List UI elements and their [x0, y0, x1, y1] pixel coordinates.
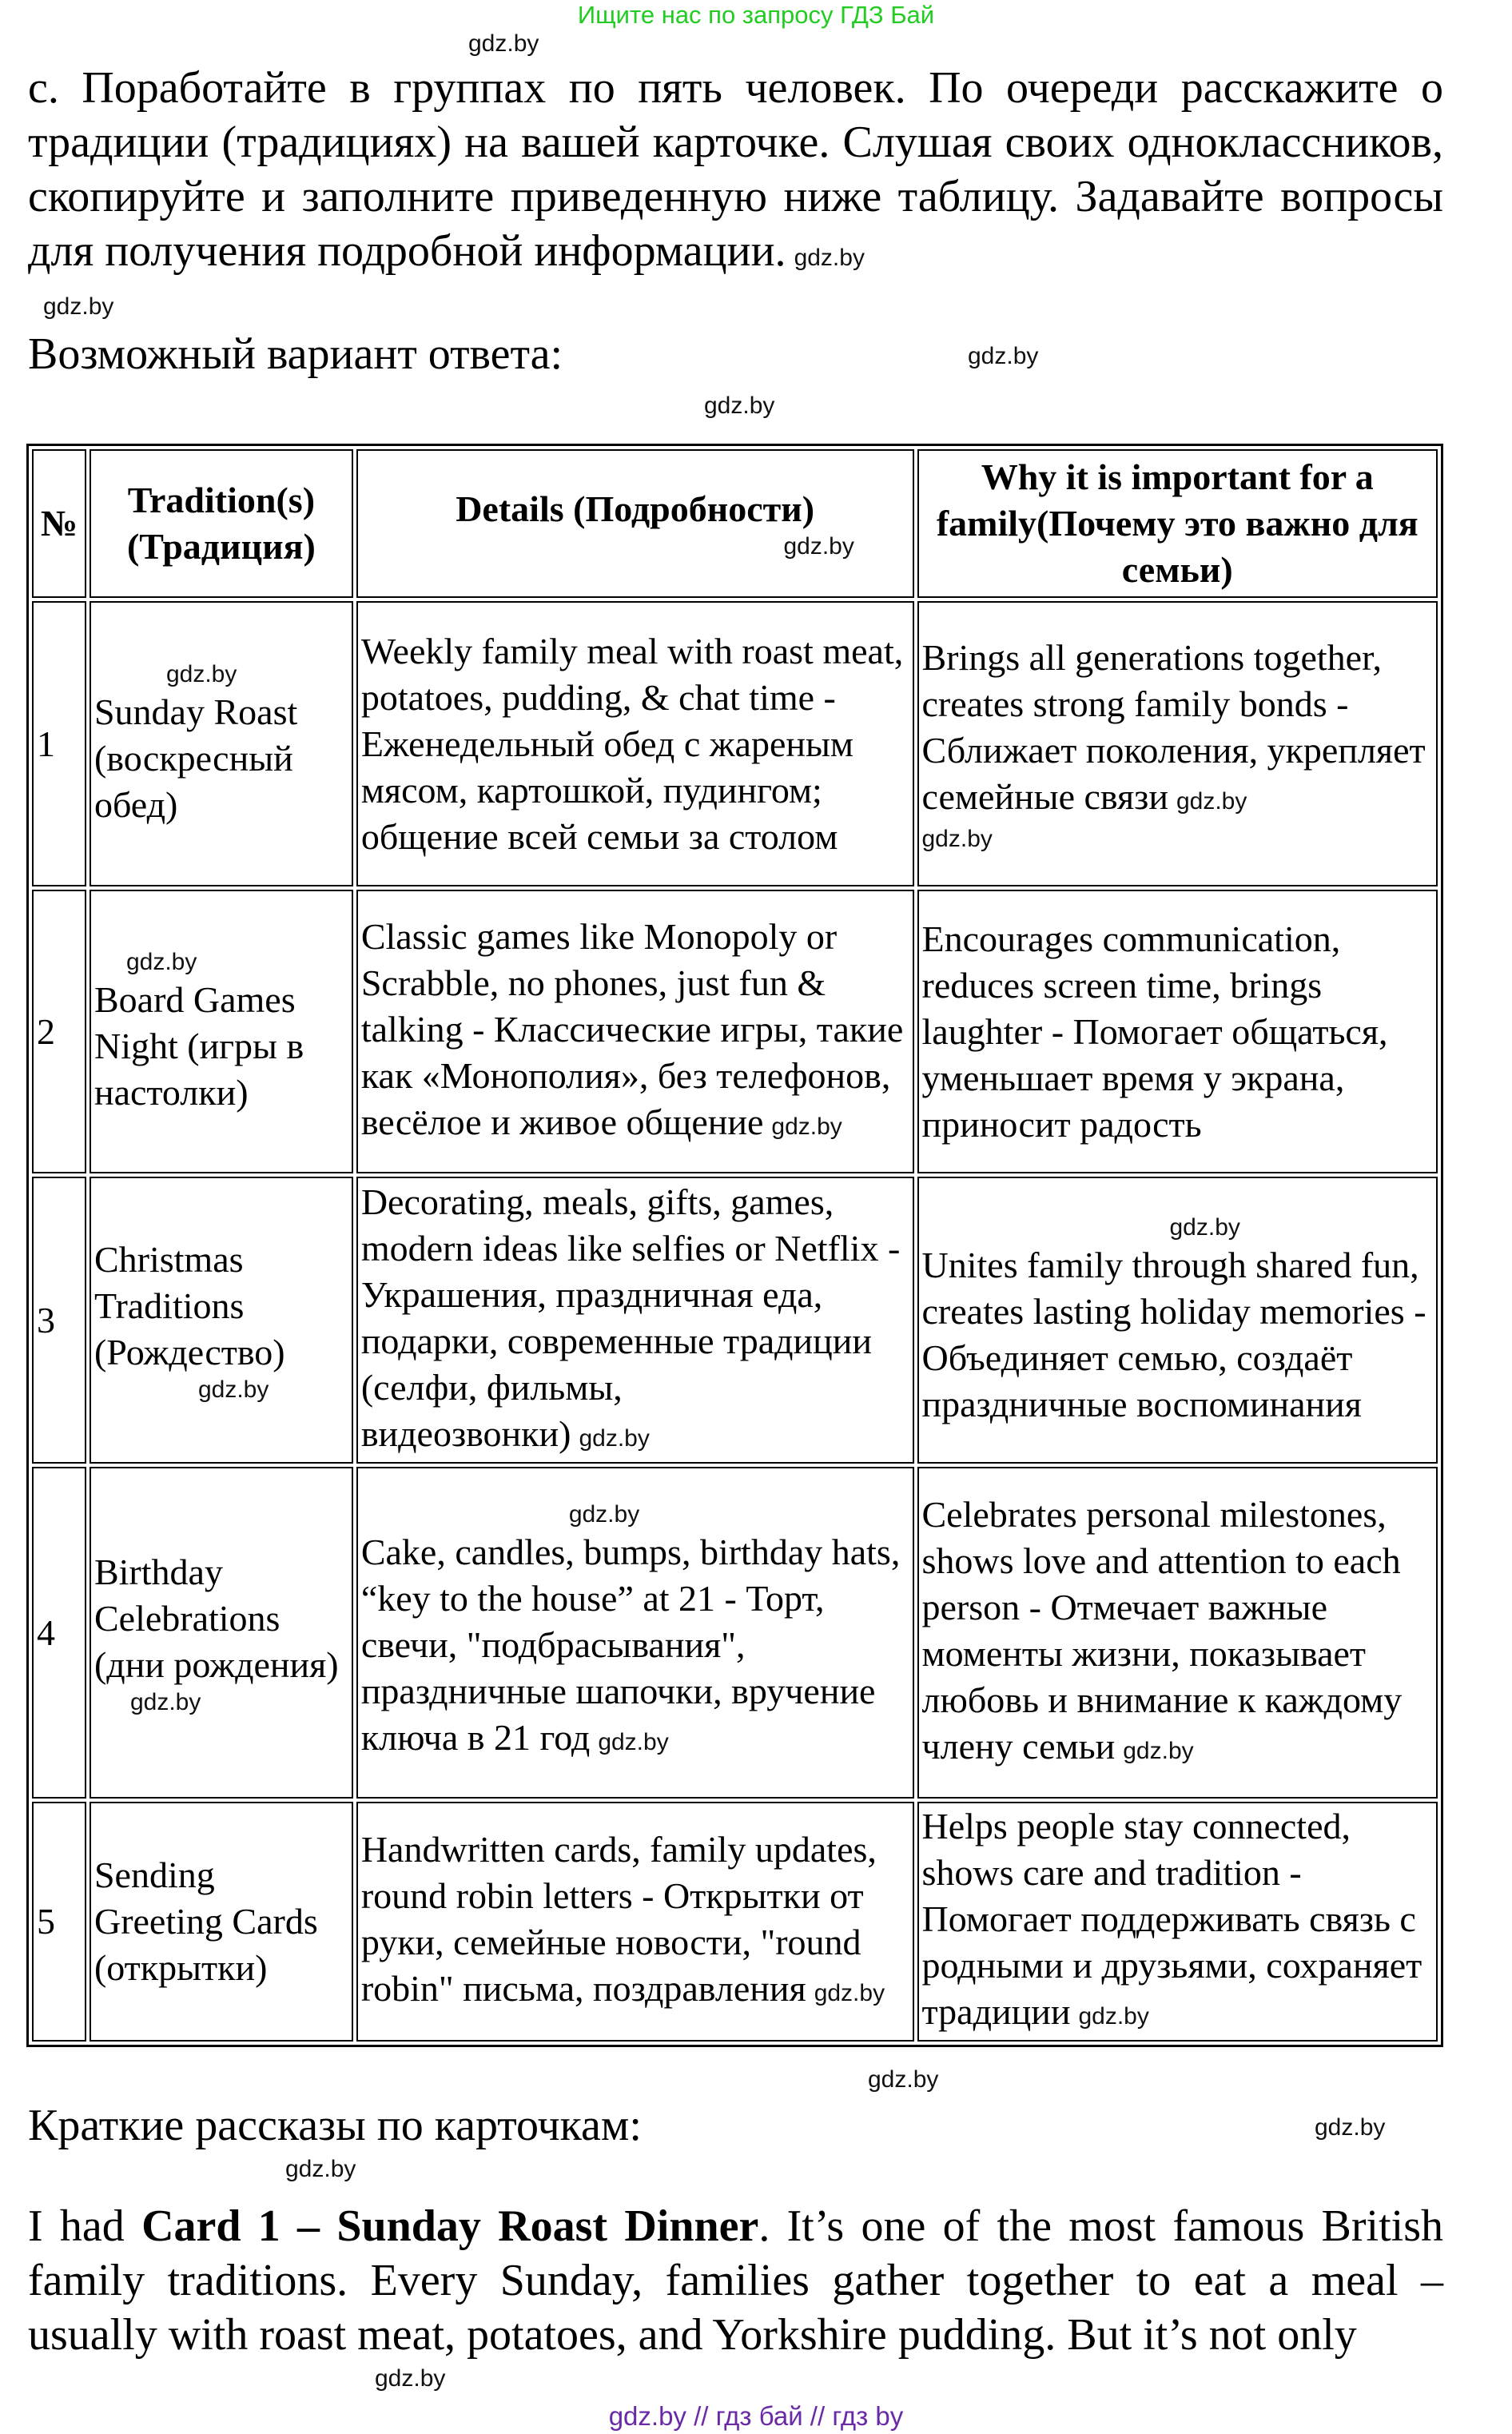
cell-why-cell [917, 1177, 1438, 1464]
watermark: gdz.by [921, 825, 993, 852]
watermark: gdz.by [1169, 1213, 1240, 1241]
watermark: gdz.by [375, 2365, 446, 2392]
cell-details: Cake, candles, bumps, birthday hats, “key to the house” at 21 - Торт, свечи, "подбрасывания", праздничные шапочки, вручение ключа в 21 год [360, 1531, 901, 1758]
story-post: . It’s one of the most famous British family traditions. Every Sunday, families gather together to eat a meal – usually with roast meat, potatoes, and Yorkshire pudding. But it’s not only [28, 2201, 1443, 2360]
header-why: Why it is important for a family(Почему это важно для семьи) [917, 449, 1438, 598]
table-row [32, 1467, 1438, 1799]
table-row [32, 1177, 1438, 1464]
watermark: gdz.by [868, 2066, 939, 2093]
cell-tradition: Board Games Night (игры в настолки) [94, 978, 304, 1113]
cell-why: Brings all generations together, creates strong family bonds - Сближает поколения, укрепляет семейные связи [921, 636, 1426, 817]
watermark-row [0, 293, 1512, 321]
cell-why: Encourages communication, reduces screen time, brings laughter - Помогает общаться, уменьшает время у экрана, приносит радость [917, 890, 1438, 1173]
cell-tradition: Sunday Roast (воскресный обед) [94, 691, 298, 825]
search-banner[interactable]: Ищите нас по запросу ГДЗ Бай [577, 1, 935, 29]
story-text [28, 2199, 1443, 2362]
watermark: gdz.by [129, 1688, 201, 1715]
story-pre: I had [28, 2201, 142, 2251]
watermark: gdz.by [468, 30, 539, 57]
cell-why: Unites family through shared fun, creates lasting holiday memories - Объединяет семью, создаёт праздничные воспоминания [921, 1244, 1426, 1424]
cell-why: Celebrates personal milestones, shows love and attention to each person - Отмечает важные моменты жизни, показывает любовь и внимание к каждому члену семьи [921, 1493, 1403, 1767]
watermark: gdz.by [1123, 1737, 1194, 1764]
cell-why-cell [917, 601, 1438, 886]
watermark-row [0, 392, 1512, 420]
cell-details: Classic games like Monopoly or Scrabble, no phones, just fun & talking - Классические игры, такие как «Монополия», без телефонов, весёлое и живое общение [360, 915, 904, 1142]
cell-number: 2 [32, 890, 86, 1173]
cell-tradition-cell [90, 601, 353, 886]
header-number: № [32, 449, 86, 598]
cell-why-cell [917, 1467, 1438, 1799]
header-tradition: Tradition(s) (Традиция) [90, 449, 353, 598]
cell-details-cell [356, 1177, 914, 1464]
answer-heading-row [0, 327, 1512, 381]
watermark: gdz.by [783, 533, 854, 560]
cell-why-cell [917, 1802, 1438, 2042]
cell-details: Weekly family meal with roast meat, potatoes, pudding, & chat time - Еженедельный обед с жареным мясом, картошкой, пудингом; общение всей семьи за столом [356, 601, 914, 886]
watermark: gdz.by [704, 392, 775, 419]
watermark: gdz.by [1176, 787, 1247, 815]
cell-tradition: Birthday Celebrations (дни рождения) [94, 1551, 339, 1685]
watermark-row [0, 2365, 1512, 2392]
traditions-table [26, 444, 1443, 2047]
task-text: с. Поработайте в группах по пять человек. По очереди расскажите о традиции (традициях) на вашей карточке. Слушая своих одноклассников, скопируйте и заполните приведенную ниже таблицу. Задавайте вопросы для получения подробной информации. [28, 63, 1443, 276]
watermark: gdz.by [197, 1376, 269, 1403]
cell-details: Handwritten cards, family updates, round robin letters - Открытки от руки, семейные новости, "round robin" письма, поздравления [360, 1829, 877, 2009]
task-paragraph [28, 61, 1443, 285]
header-details: Details (Подробности) [456, 488, 815, 529]
watermark: gdz.by [794, 245, 865, 271]
cell-number: 3 [32, 1177, 86, 1464]
stories-heading: Краткие рассказы по карточкам: [28, 2101, 642, 2150]
table-row [32, 601, 1438, 886]
table-header-row [32, 449, 1438, 598]
watermark-row [0, 2156, 1512, 2183]
watermark: gdz.by [568, 1500, 640, 1528]
cell-tradition: Sending Greeting Cards (открытки) [90, 1802, 353, 2042]
watermark-row [0, 30, 1512, 58]
table-row [32, 1802, 1438, 2042]
watermark-row [0, 2066, 1512, 2093]
cell-number: 4 [32, 1467, 86, 1799]
watermark: gdz.by [814, 1980, 885, 2006]
cell-tradition-cell [90, 1177, 353, 1464]
cell-tradition-cell [90, 1467, 353, 1799]
table-row [32, 890, 1438, 1173]
watermark: gdz.by [165, 660, 237, 687]
cell-details-cell [356, 1802, 914, 2042]
cell-number: 1 [32, 601, 86, 886]
footer-row [0, 2400, 1512, 2432]
watermark: gdz.by [1078, 2003, 1149, 2030]
header-details-cell [356, 449, 914, 598]
cell-details-cell [356, 1467, 914, 1799]
cell-details-cell [356, 890, 914, 1173]
watermark: gdz.by [125, 948, 197, 975]
watermark: gdz.by [968, 343, 1039, 369]
answer-heading: Возможный вариант ответа: [28, 329, 563, 379]
cell-number: 5 [32, 1802, 86, 2042]
watermark: gdz.by [598, 1728, 669, 1755]
cell-tradition-cell [90, 890, 353, 1173]
cell-tradition: Christmas Traditions (Рождество) [94, 1238, 285, 1372]
watermark: gdz.by [43, 293, 114, 320]
search-banner-row [0, 0, 1512, 30]
watermark: gdz.by [285, 2156, 356, 2182]
watermark: gdz.by [771, 1113, 842, 1140]
story-card-title: Card 1 – Sunday Roast Dinner [141, 2201, 759, 2251]
watermark: gdz.by [1315, 2114, 1386, 2141]
cell-why: Helps people stay connected, shows care and tradition - Помогает поддерживать связь с родными и друзьями, сохраняет традиции [921, 1806, 1422, 2032]
cell-details: Decorating, meals, gifts, games, modern ideas like selfies or Netflix - Украшения, праздничная еда, подарки, современные традиции (селфи, фильмы, видеозвонки) [360, 1181, 901, 1454]
watermark: gdz.by [579, 1424, 650, 1452]
stories-heading-row [0, 2098, 1512, 2153]
footer-links[interactable]: gdz.by // гдз бай // гдз by [608, 2401, 904, 2431]
